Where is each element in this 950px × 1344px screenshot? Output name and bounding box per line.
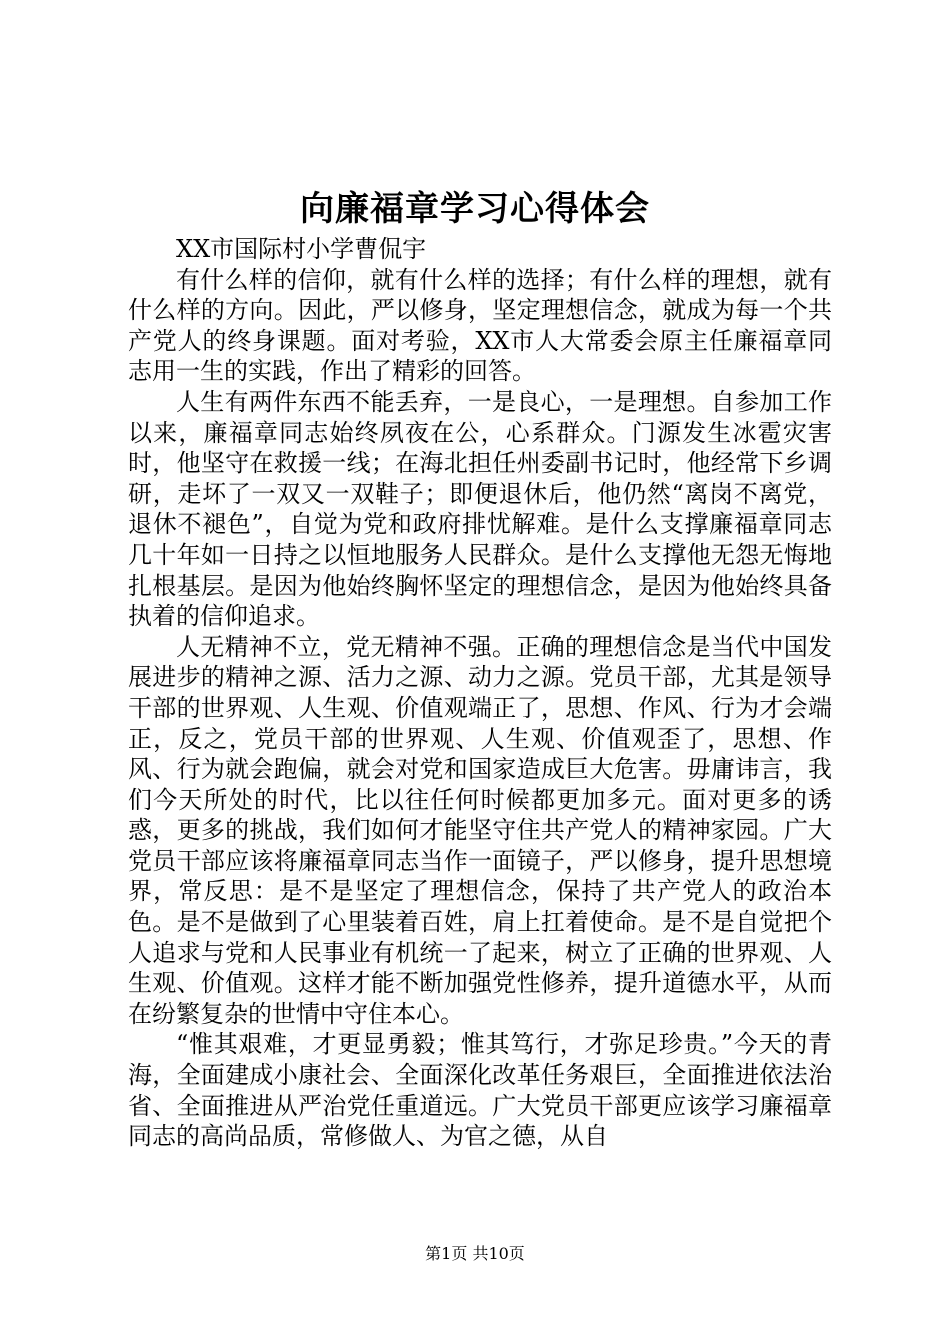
document-body bbox=[128, 234, 832, 1152]
author-line: XX市国际村小学曹侃宇 bbox=[176, 235, 427, 263]
paragraph-3: 人无精神不立，党无精神不强。正确的理想信念是当代中国发展进步的精神之源、活力之源、动力之源。党员干部，尤其是领导干部的世界观、人生观、价值观端正了，思想、作风、行为才会端正，反之，党员干部的世界观、人生观、价值观歪了，思想、作风、行为就会跑偏，就会对党和国家造成巨大危害。毋庸讳言，我们今天所处的时代，比以往任何时候都更加多元。面对更多的诱惑，更多的挑战，我们如何才能坚守住共产党人的精神家园。广大党员干部应该将廉福章同志当作一面镜子，严以修身，提升思想境界，常反思：是不是坚定了理想信念，保持了共产党人的政治本色。是不是做到了心里装着百姓，肩上扛着使命。是不是自觉把个人追求与党和人民事业有机统一了起来，树立了正确的世界观、人生观、价值观。这样才能不断加强党性修养，提升道德水平，从而在纷繁复杂的世情中守住本心。 bbox=[128, 632, 832, 1028]
document-title: 向廉福章学习心得体会 bbox=[300, 189, 650, 229]
paragraph-4: “惟其艰难，才更显勇毅；惟其笃行，才弥足珍贵。”今天的青海，全面建成小康社会、全面深化改革任务艰巨，全面推进依法治省、全面推进从严治党任重道远。广大党员干部更应该学习廉福章同志的高尚品质，常修做人、为官之德，从自 bbox=[128, 1030, 832, 1151]
page-indicator: 第1页 共10页 bbox=[425, 1244, 525, 1263]
paragraph-2: 人生有两件东西不能丢弃，一是良心，一是理想。自参加工作以来，廉福章同志始终夙夜在公，心系群众。门源发生冰雹灾害时，他坚守在救援一线；在海北担任州委副书记时，他经常下乡调研，走坏了一双又一双鞋子；即便退休后，他仍然“离岗不离党，退休不褪色”，自觉为党和政府排忧解难。是什么支撑廉福章同志几十年如一日持之以恒地服务人民群众。是什么支撑他无怨无悔地扎根基层。是因为他始终胸怀坚定的理想信念，是因为他始终具备执着的信仰追求。 bbox=[128, 387, 832, 631]
paragraph-1: 有什么样的信仰，就有什么样的选择；有什么样的理想，就有什么样的方向。因此，严以修身，坚定理想信念，就成为每一个共产党人的终身课题。面对考验，XX市人大常委会原主任廉福章同志用一生的实践，作出了精彩的回答。 bbox=[128, 265, 832, 386]
